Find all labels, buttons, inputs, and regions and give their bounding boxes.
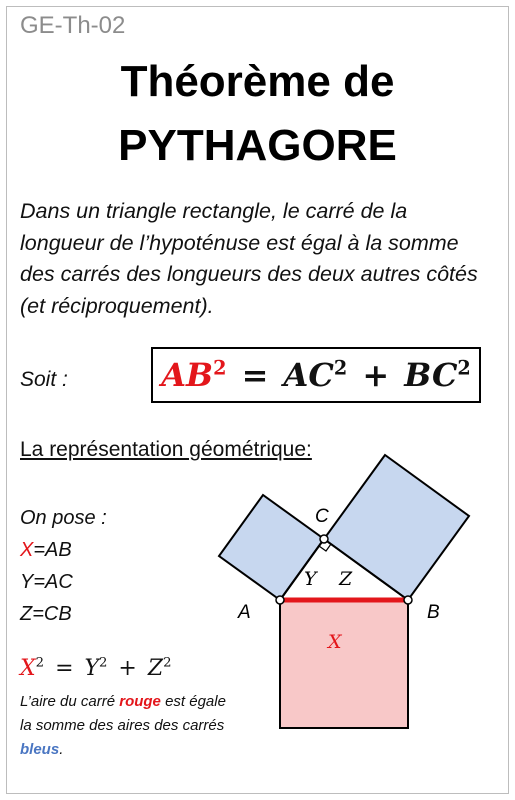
pythagoras-formula-box (151, 347, 481, 403)
z-definition: Z=CB (20, 603, 72, 625)
label-c: C (315, 506, 329, 527)
formula-plus: + (362, 356, 390, 394)
vertex-b-dot (404, 596, 412, 604)
vertex-a-dot (276, 596, 284, 604)
area-note: L’aire du carré rouge est égale la somme des aires des carrés bleus. (20, 693, 226, 758)
soit-label: Soit : (20, 368, 68, 391)
x-definition: X=AB (20, 539, 72, 561)
red-square-ab (280, 600, 408, 728)
document-code: GE-Th-02 (20, 12, 126, 39)
variable-definitions (20, 502, 107, 630)
pose-heading: On pose : (20, 507, 107, 529)
pythagoras-figure (205, 450, 495, 755)
label-b: B (427, 602, 440, 623)
label-x: X (328, 631, 342, 653)
representation-heading: La représentation géométrique: (20, 438, 312, 461)
formula-ac: $AC^2$ (283, 356, 348, 394)
label-z: Z (339, 568, 353, 590)
title-line-2: PYTHAGORE (118, 121, 397, 170)
theorem-statement: Dans un triangle rectangle, le carré de la longueur de l’hypoténuse est égal à la somme des carrés des longueurs des deux autres côtés (et réciproquement). (20, 199, 478, 318)
formula-bc: $BC^2$ (404, 356, 471, 394)
formula-equals: = (241, 356, 269, 394)
title-line-1: Théorème de (120, 57, 395, 106)
note-rouge: rouge (119, 693, 161, 710)
formula-ab: $AB^2$ (161, 356, 227, 394)
note-bleus: bleus (20, 741, 60, 758)
vertex-c-dot (320, 535, 328, 543)
label-a: A (238, 602, 251, 623)
xyz-equation: $X^2 = Y^2 + Z^2$ (20, 655, 172, 681)
label-y: Y (304, 568, 317, 590)
y-definition: Y=AC (20, 571, 73, 593)
